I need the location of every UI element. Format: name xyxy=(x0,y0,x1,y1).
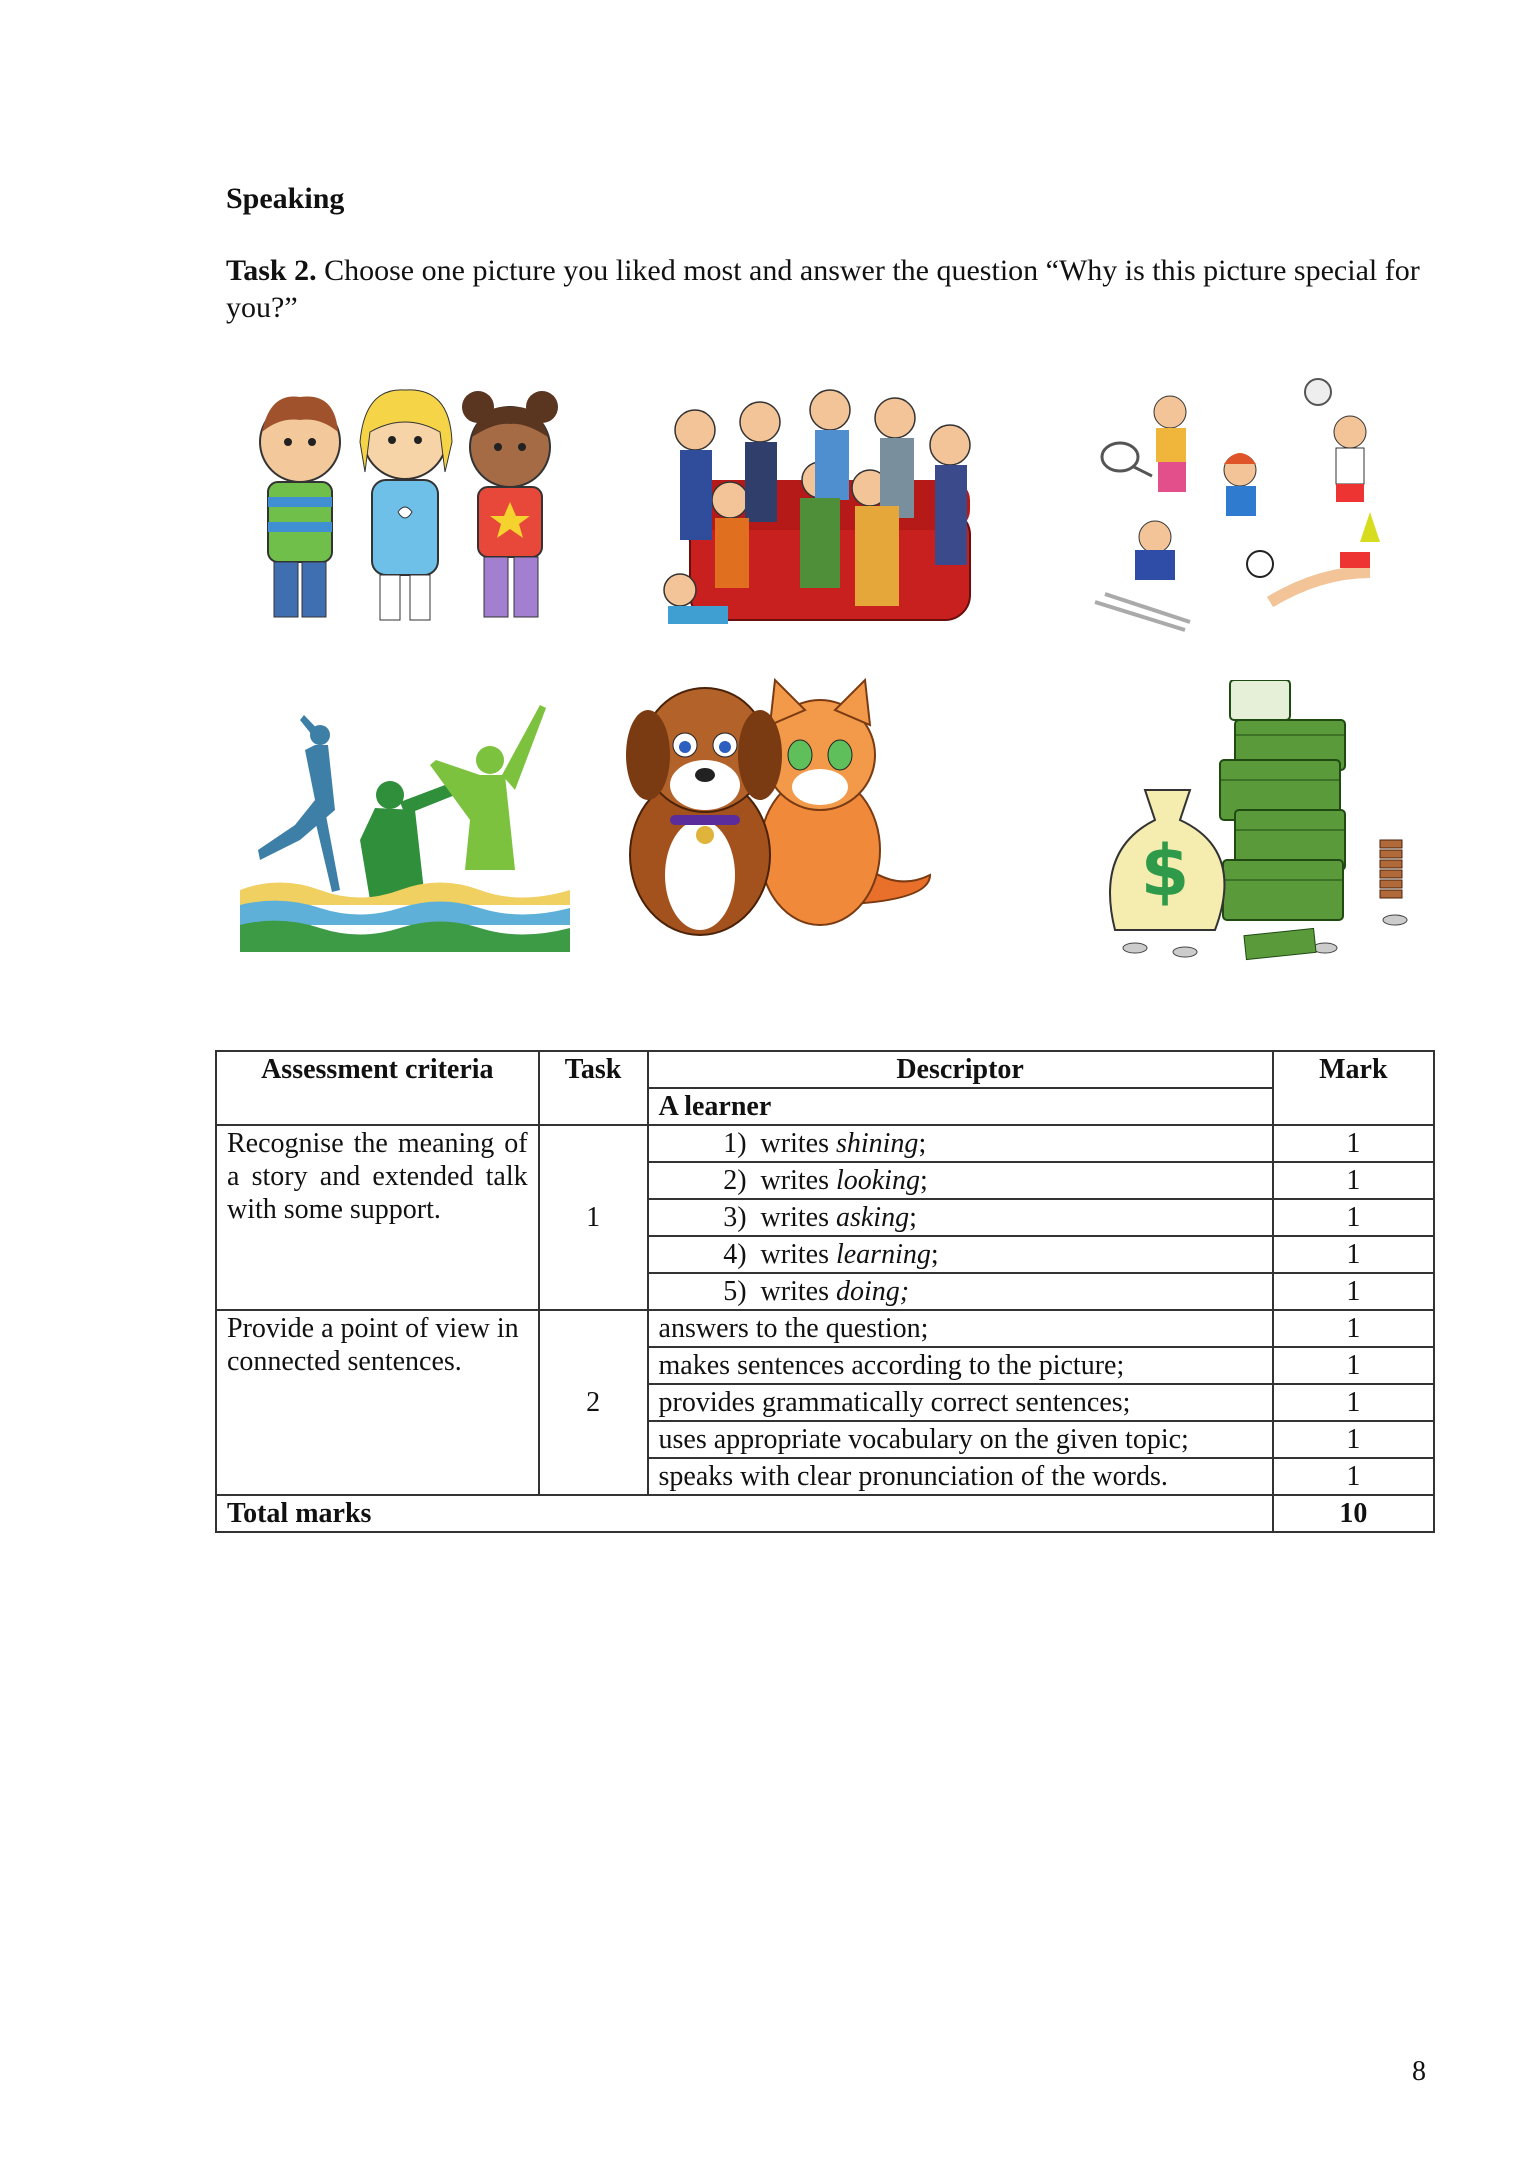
criteria-cell: Provide a point of view in connected sentences. xyxy=(216,1310,539,1495)
mark-cell: 1 xyxy=(1273,1347,1434,1384)
sports-picture xyxy=(1090,372,1410,632)
mark-cell: 1 xyxy=(1273,1384,1434,1421)
descriptor-suffix: ; xyxy=(919,1165,928,1196)
total-value: 10 xyxy=(1273,1495,1434,1532)
pets-icon xyxy=(600,675,940,945)
header-task: Task xyxy=(539,1051,648,1125)
header-descriptor: Descriptor xyxy=(648,1051,1273,1088)
descriptor-cell: makes sentences according to the picture; xyxy=(648,1347,1273,1384)
money-picture xyxy=(1095,680,1415,970)
page-number: 8 xyxy=(1412,2056,1426,2087)
criteria-cell: Recognise the meaning of a story and extended talk with some support. xyxy=(216,1125,539,1310)
mark-cell: 1 xyxy=(1273,1162,1434,1199)
descriptor-cell: speaks with clear pronunciation of the words. xyxy=(648,1458,1273,1495)
descriptor-cell xyxy=(648,1125,1273,1162)
arts-icon xyxy=(240,690,570,952)
descriptor-prefix: writes xyxy=(760,1128,836,1159)
task-instruction xyxy=(226,252,1436,326)
task-label: Task 2. xyxy=(226,254,317,287)
descriptor-word: doing; xyxy=(835,1276,910,1307)
sports-icon xyxy=(1090,372,1410,632)
header-assessment-criteria: Assessment criteria xyxy=(216,1051,539,1125)
section-heading: Speaking xyxy=(226,182,345,215)
total-label: Total marks xyxy=(216,1495,1273,1532)
subheader-a-learner: A learner xyxy=(648,1088,1273,1125)
descriptor-word: shining xyxy=(835,1128,919,1159)
pets-picture xyxy=(600,675,940,945)
family-icon xyxy=(620,370,1040,660)
arts-picture xyxy=(240,690,570,952)
descriptor-cell xyxy=(648,1199,1273,1236)
total-row xyxy=(216,1495,1434,1532)
descriptor-cell: answers to the question; xyxy=(648,1310,1273,1347)
table-row xyxy=(216,1125,1434,1162)
descriptor-word: looking xyxy=(835,1165,920,1196)
descriptor-number: 1) xyxy=(723,1128,747,1159)
mark-cell: 1 xyxy=(1273,1310,1434,1347)
family-picture xyxy=(620,370,1040,660)
descriptor-cell xyxy=(648,1273,1273,1310)
descriptor-word: learning xyxy=(835,1239,931,1270)
descriptor-number: 3) xyxy=(723,1202,747,1233)
task-number-cell: 2 xyxy=(539,1310,648,1495)
mark-cell: 1 xyxy=(1273,1199,1434,1236)
descriptor-number: 4) xyxy=(723,1239,747,1270)
descriptor-suffix: ; xyxy=(918,1128,927,1159)
descriptor-prefix: writes xyxy=(760,1276,836,1307)
children-icon xyxy=(240,362,570,642)
mark-cell: 1 xyxy=(1273,1236,1434,1273)
descriptor-prefix: writes xyxy=(760,1165,836,1196)
mark-cell: 1 xyxy=(1273,1125,1434,1162)
mark-cell: 1 xyxy=(1273,1421,1434,1458)
mark-cell: 1 xyxy=(1273,1273,1434,1310)
table-header-row xyxy=(216,1051,1434,1088)
task-number-cell: 1 xyxy=(539,1125,648,1310)
descriptor-word: asking xyxy=(835,1202,910,1233)
descriptor-number: 5) xyxy=(723,1276,747,1307)
header-mark: Mark xyxy=(1273,1051,1434,1125)
descriptor-prefix: writes xyxy=(760,1202,836,1233)
descriptor-cell: provides grammatically correct sentences; xyxy=(648,1384,1273,1421)
task-text: Choose one picture you liked most and answer the question “Why is this picture special for you?” xyxy=(226,254,1420,324)
mark-cell: 1 xyxy=(1273,1458,1434,1495)
children-picture xyxy=(240,362,570,642)
svg-text:$: $ xyxy=(1140,830,1190,912)
descriptor-cell xyxy=(648,1162,1273,1199)
descriptor-suffix: ; xyxy=(909,1202,917,1233)
descriptor-number: 2) xyxy=(723,1165,747,1196)
assessment-table xyxy=(215,1050,1435,1533)
money-icon xyxy=(1095,680,1415,970)
table-row xyxy=(216,1310,1434,1347)
descriptor-prefix: writes xyxy=(760,1239,836,1270)
descriptor-cell: uses appropriate vocabulary on the given topic; xyxy=(648,1421,1273,1458)
descriptor-suffix: ; xyxy=(930,1239,939,1270)
descriptor-cell xyxy=(648,1236,1273,1273)
